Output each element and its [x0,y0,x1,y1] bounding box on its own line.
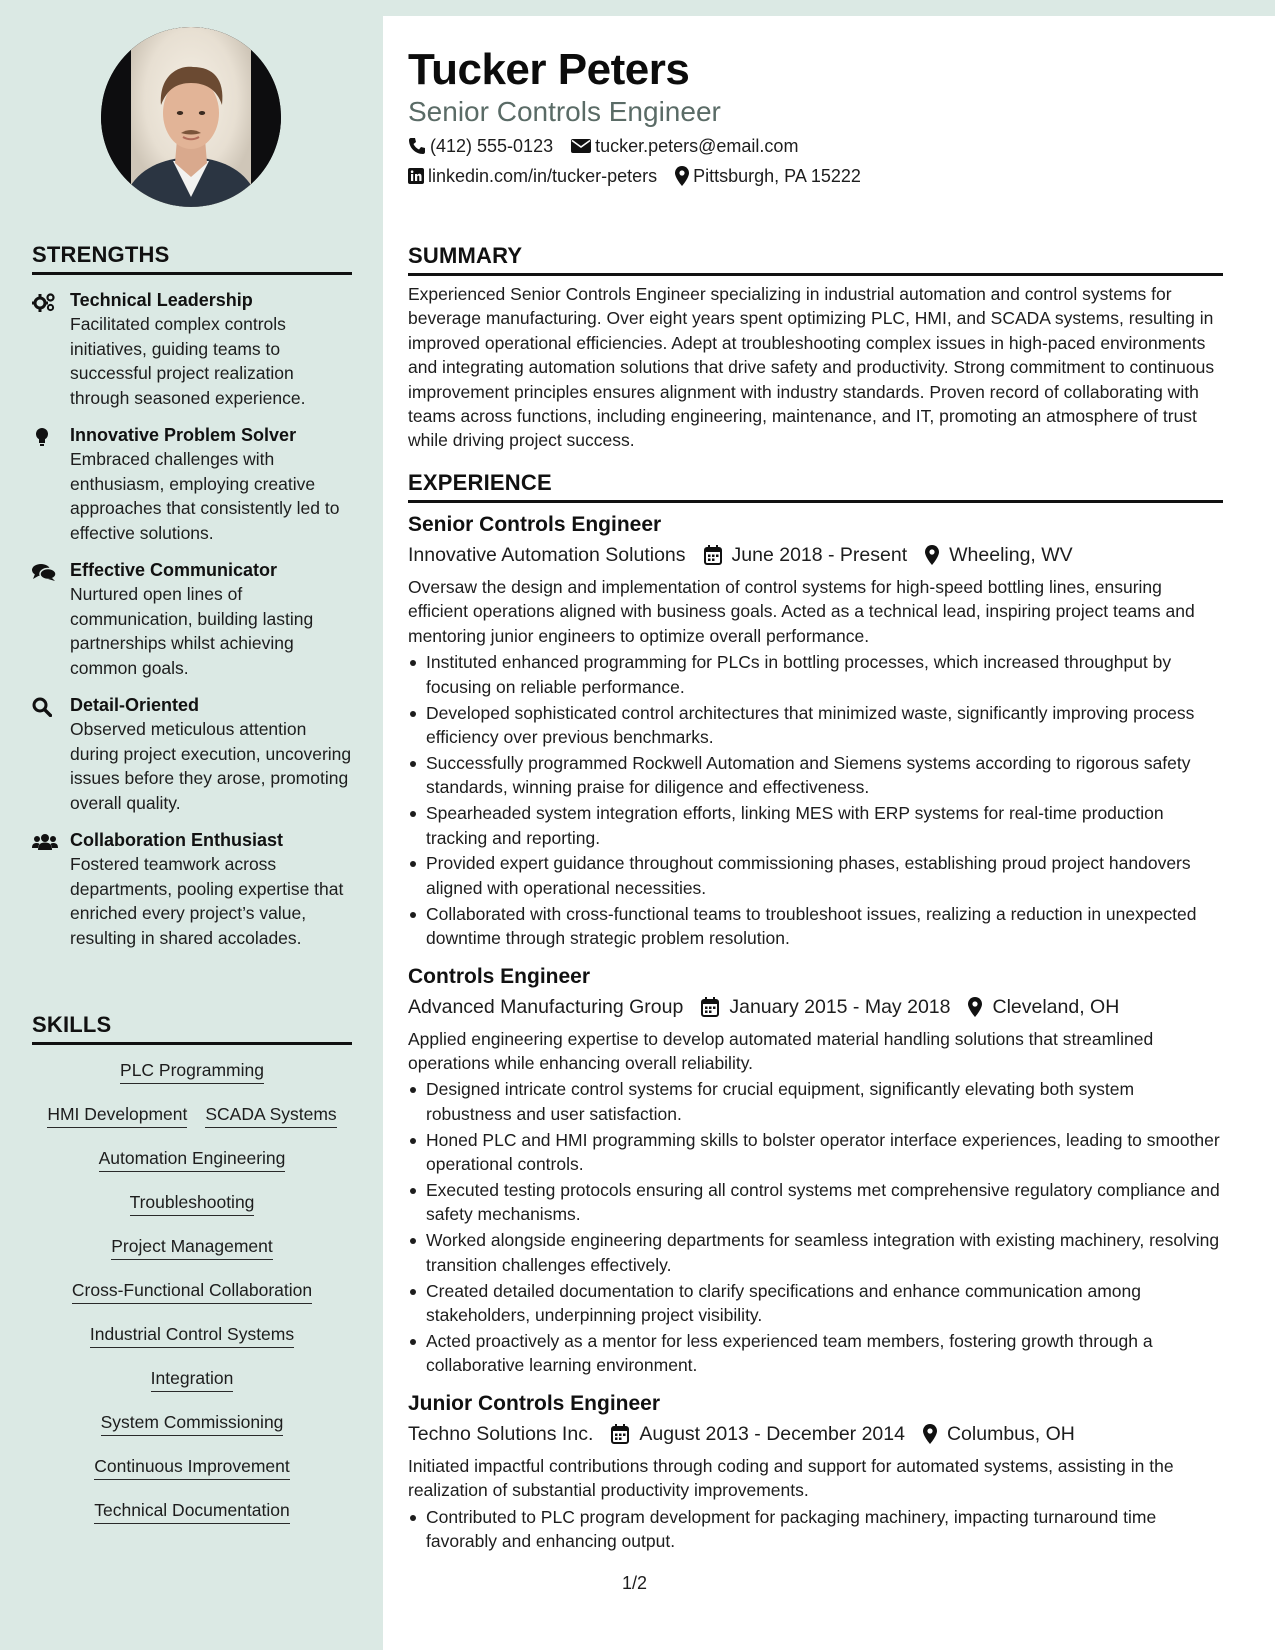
skills-heading: SKILLS [32,1012,352,1045]
bullet-item: Executed testing protocols ensuring all control systems met comprehensive regulatory compliance and safety mechanisms. [408,1178,1223,1227]
location-item [675,165,861,187]
summary-heading: SUMMARY [408,243,1223,276]
job-bullets [408,1077,1223,1377]
skill-tag: Automation Engineering [99,1147,286,1172]
linkedin-icon [408,168,424,184]
strength-title: Technical Leadership [70,290,253,310]
envelope-icon [571,138,591,154]
bullet-item: Developed sophisticated control architectures that minimized waste, significantly improving process efficiency over previous benchmarks. [408,701,1223,750]
bullet-item: Successfully programmed Rockwell Automation and Siemens systems according to rigorous safety standards, winning praise for diligence and effectiveness. [408,751,1223,800]
job-company: Advanced Manufacturing Group [408,995,684,1018]
summary-text: Experienced Senior Controls Engineer specializing in industrial automation and control systems for beverage manufacturing. Over eight years spent optimizing PLC, HMI, and SCADA systems, resulting in improved operational efficiencies. Adept at troubleshooting complex issues in high-paced environments and integrating automation solutions that drive safety and productivity. Strong commitment to continuous improvement principles ensures alignment with industry standards. Proven record of collaborating with teams across functions, including engineering, maintenance, and IT, promoting an atmosphere of trust while driving project success. [408,284,1215,451]
page-number: 1/2 [622,1573,648,1593]
job-location [968,993,1119,1021]
skill-tag: Troubleshooting [130,1191,255,1216]
calendar-icon [701,997,719,1017]
skill-tag: System Commissioning [101,1411,284,1436]
strength-item [32,424,352,545]
bullet-item: Contributed to PLC program development for packaging machinery, impacting turnaround time favorably and enhancing output. [408,1505,1223,1554]
skill-tag: Cross-Functional Collaboration [72,1279,312,1304]
bullet-item: Worked alongside engineering departments for seamless integration with existing machinery, resolving transition challenges effectively. [408,1228,1223,1277]
job-meta [408,993,1223,1021]
strength-item [32,694,352,815]
job-dates-text: August 2013 - December 2014 [639,1422,905,1445]
skill-tag: HMI Development [47,1103,187,1128]
profile-photo [101,27,281,207]
job-dates [704,541,908,569]
job-entry [408,511,1223,951]
job-desc: Oversaw the design and implementation of control systems for high-speed bottling lines, ensuring efficient operations aligned with business goals. Acted as a technical lead, inspiring project teams and mentoring junior engineers to optimize overall performance. [408,577,1195,646]
main-content [383,16,1275,1650]
map-pin-icon [923,1424,937,1444]
job-desc: Applied engineering expertise to develop automated material handling solutions that streamlined operations while enhancing overall reliability. [408,1028,1154,1073]
skill-tag: Project Management [111,1235,272,1260]
job-location-text: Columbus, OH [946,1422,1075,1445]
contact-row [408,165,879,187]
skill-tag: SCADA Systems [205,1103,336,1128]
bullet-item: Created detailed documentation to clarify specifications and enhance communication among stakeholders, underpinning project visibility. [408,1279,1223,1328]
phone-item[interactable] [408,135,553,157]
skill-list [32,1059,352,1524]
strength-item [32,559,352,680]
job-dates [611,1420,905,1448]
strength-desc: Observed meticulous attention during project execution, uncovering issues before they arose, promoting overall quality. [70,719,352,813]
contact-row [408,135,816,157]
bullet-item: Collaborated with cross-functional teams to troubleshoot issues, realizing a reduction in unexpected downtime through strategic problem resolution. [408,902,1223,951]
job-bullets [408,650,1223,950]
skill-tag: Continuous Improvement [94,1455,290,1480]
phone-text: (412) 555-0123 [430,136,554,156]
experience-section [408,470,1223,1555]
lightbulb-icon [32,424,70,545]
strength-desc: Facilitated complex controls initiatives, guiding teams to successful project realization through seasoned experience. [70,314,306,408]
bullet-item: Spearheaded system integration efforts, linking MES with ERP systems for real-time production tracking and reporting. [408,801,1223,850]
strength-title: Effective Communicator [70,560,278,580]
strength-item [32,289,352,410]
comments-icon [32,559,70,680]
bullet-item: Instituted enhanced programming for PLCs in bottling processes, which increased throughput by focusing on reliable performance. [408,650,1223,699]
gears-icon [32,289,70,410]
calendar-icon [611,1424,629,1444]
job-location-text: Cleveland, OH [992,995,1120,1018]
job-desc: Initiated impactful contributions through coding and support for automated systems, assisting in the realization of substantial productivity improvements. [408,1455,1174,1501]
map-pin-icon [968,997,982,1017]
job-meta [408,1420,1223,1448]
linkedin-item[interactable] [408,165,657,187]
job-entry [408,1390,1223,1554]
strength-desc: Embraced challenges with enthusiasm, employing creative approaches that consistently led to effective solutions. [70,449,340,543]
magnifier-icon [32,694,70,815]
job-dates [701,993,950,1021]
location-text: Pittsburgh, PA 15222 [693,166,861,186]
strength-desc: Fostered teamwork across departments, pooling expertise that enriched every project’s value, resulting in shared accolades. [70,854,344,948]
summary-section [408,243,1223,453]
job-location-text: Wheeling, WV [949,544,1073,566]
strengths-section [32,242,352,950]
skill-tag: Integration [151,1367,234,1392]
job-dates-text: January 2015 - May 2018 [729,995,951,1018]
skills-section [32,1012,352,1524]
skill-tag: Industrial Control Systems [90,1323,294,1348]
experience-heading: EXPERIENCE [408,470,1223,503]
candidate-title: Senior Controls Engineer [408,96,721,127]
strength-title: Collaboration Enthusiast [70,830,284,850]
strengths-heading: STRENGTHS [32,242,352,275]
job-company: Innovative Automation Solutions [408,544,686,566]
strength-desc: Nurtured open lines of communication, building lasting partnerships whilst achieving common goals. [70,584,314,678]
job-company: Techno Solutions Inc. [408,1422,594,1445]
phone-icon [408,137,426,155]
job-title: Senior Controls Engineer [408,513,662,536]
calendar-icon [704,545,722,565]
job-location [923,1420,1075,1448]
bullet-item: Provided expert guidance throughout commissioning phases, establishing proud project handovers aligned with operational necessities. [408,851,1223,900]
skill-tag: Technical Documentation [94,1499,290,1524]
job-dates-text: June 2018 - Present [731,544,908,566]
bullet-item: Honed PLC and HMI programming skills to bolster operator interface experiences, leading to smoother operational controls. [408,1128,1223,1177]
linkedin-text: linkedin.com/in/tucker-peters [428,166,658,186]
skill-tag: PLC Programming [120,1059,264,1084]
email-text: tucker.peters@email.com [595,136,799,156]
map-pin-icon [675,166,689,186]
sidebar [0,0,383,1650]
job-bullets [408,1505,1223,1554]
candidate-name: Tucker Peters [408,45,690,94]
job-meta [408,541,1223,569]
bullet-item: Designed intricate control systems for crucial equipment, significantly elevating both system robustness and user satisfaction. [408,1077,1223,1126]
bullet-item: Acted proactively as a mentor for less experienced team members, fostering growth through a collaborative learning environment. [408,1329,1223,1378]
strength-item [32,829,352,950]
job-location [925,541,1073,569]
job-title: Controls Engineer [408,964,591,988]
job-title: Junior Controls Engineer [408,1391,661,1415]
users-icon [32,829,70,950]
job-entry [408,963,1223,1378]
map-pin-icon [925,545,939,565]
strength-title: Innovative Problem Solver [70,425,297,445]
strength-title: Detail-Oriented [70,695,200,715]
email-item[interactable] [571,135,798,157]
